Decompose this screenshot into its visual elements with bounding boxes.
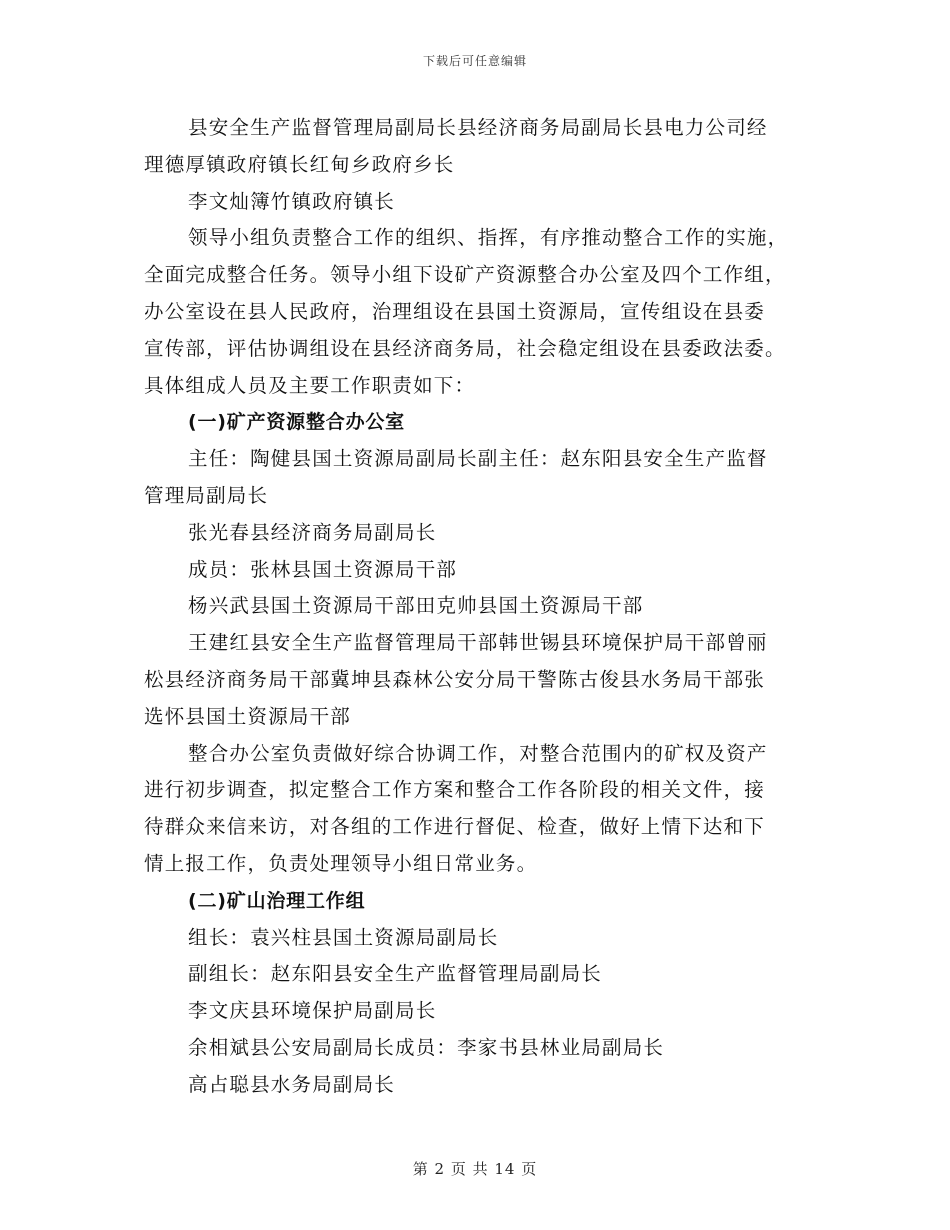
paragraph-line: 领导小组负责整合工作的组织、指挥，有序推动整合工作的实施，: [188, 226, 789, 250]
paragraph-line: 宣传部，评估协调组设在县经济商务局，社会稳定组设在县委政法委。: [144, 336, 786, 360]
text-line: 李文灿簿竹镇政府镇长: [188, 189, 396, 213]
text-line: 高占聪县水务局副局长: [188, 1072, 396, 1096]
text-line: 主任：陶健县国土资源局副局长副主任：赵东阳县安全生产监督: [188, 447, 768, 471]
paragraph-line: 办公室设在县人民政府，治理组设在县国土资源局，宣传组设在县委: [144, 299, 766, 323]
text-line: 理德厚镇政府镇长红甸乡政府乡长: [144, 152, 455, 176]
text-line: 副组长：赵东阳县安全生产监督管理局副局长: [188, 962, 603, 986]
text-line: 松县经济商务局干部冀坤县森林公安分局干警陈古俊县水务局干部张: [144, 667, 766, 691]
text-line: 王建红县安全生产监督管理局干部韩世锡县环境保护局干部曾丽: [188, 631, 768, 655]
paragraph-line: 进行初步调查，拟定整合工作方案和整合工作各阶段的相关文件，接: [144, 778, 766, 802]
text-line: 李文庆县环境保护局副局长: [188, 999, 437, 1023]
text-line: 张光春县经济商务局副局长: [188, 520, 437, 544]
paragraph-line: 具体组成人员及主要工作职责如下：: [144, 373, 476, 397]
text-line: 余相斌县公安局副局长成员：李家书县林业局副局长: [188, 1035, 665, 1059]
text-line: 杨兴武县国土资源局干部田克帅县国土资源局干部: [188, 594, 644, 618]
page-number-footer: 第 2 页 共 14 页: [412, 1160, 538, 1178]
text-line: 管理局副局长: [144, 483, 269, 507]
text-line: 县安全生产监督管理局副局长县经济商务局副局长县电力公司经: [188, 116, 768, 139]
section-heading-governance: (二)矿山治理工作组: [188, 889, 366, 912]
page-header-note: 下载后可任意编辑: [422, 54, 527, 68]
text-line: 成员：张林县国土资源局干部: [188, 557, 458, 581]
paragraph-line: 整合办公室负责做好综合协调工作，对整合范围内的矿权及资产: [188, 741, 768, 765]
text-line: 组长：袁兴柱县国土资源局副局长: [188, 925, 499, 949]
paragraph-line: 情上报工作，负责处理领导小组日常业务。: [144, 851, 538, 875]
text-line: 选怀县国土资源局干部: [144, 704, 352, 728]
paragraph-line: 待群众来信来访，对各组的工作进行督促、检查，做好上情下达和下: [144, 815, 766, 839]
document-body: [144, 110, 814, 1104]
paragraph-line: 全面完成整合任务。领导小组下设矿产资源整合办公室及四个工作组，: [144, 263, 786, 287]
section-heading-office: (一)矿产资源整合办公室: [188, 411, 405, 434]
